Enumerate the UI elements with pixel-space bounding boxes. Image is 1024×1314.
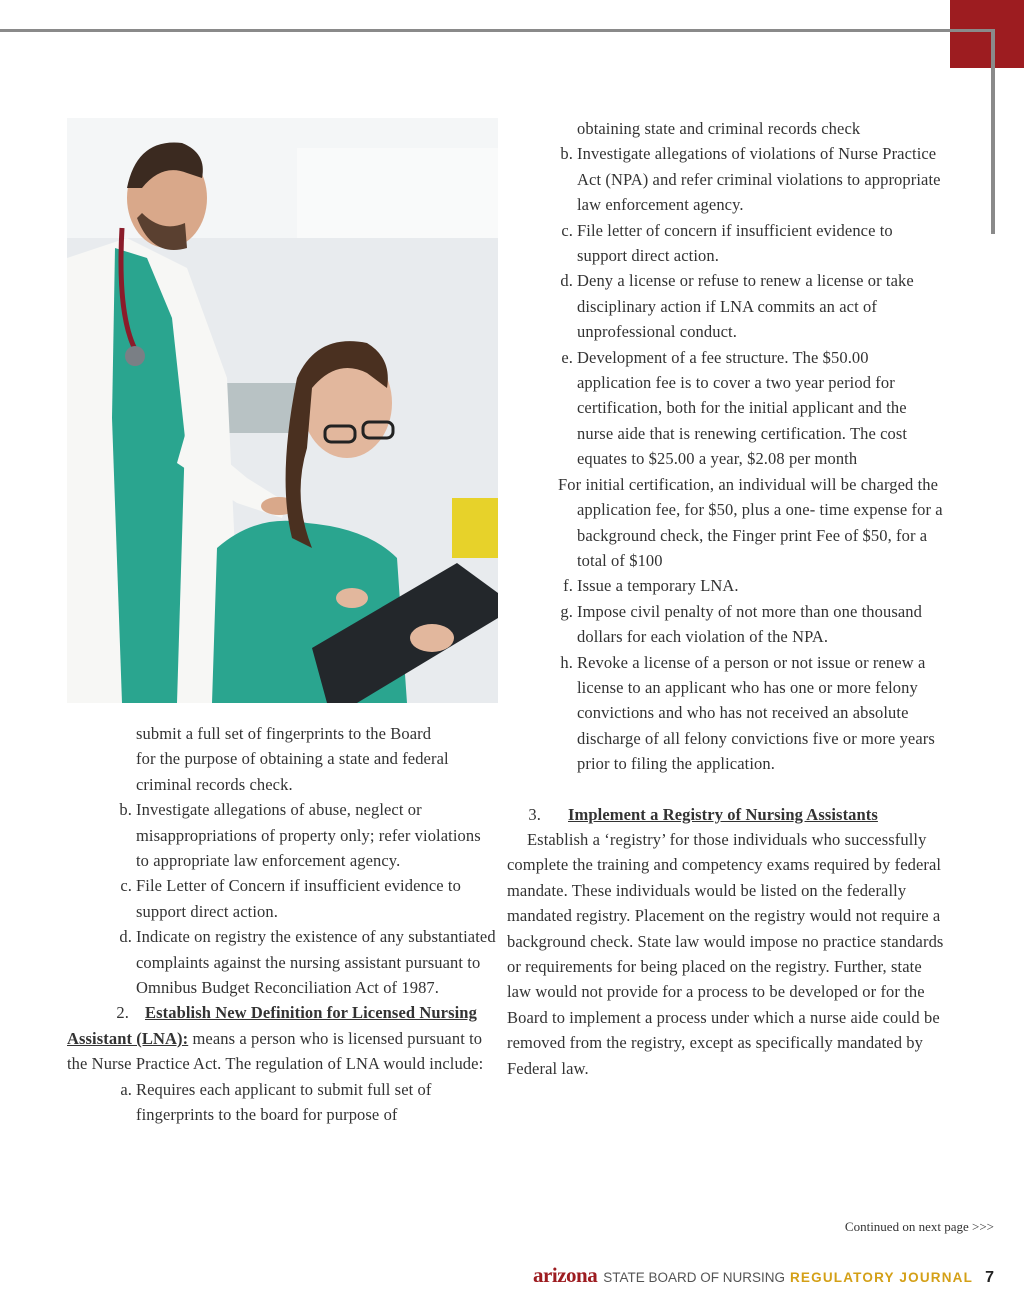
list-item [507,573,947,598]
list-text: Indicate on registry the existence of any substantiated complaints against the nursing assistant pursuant to Omnibus Budget Reconciliation Act of 1987. [136,927,496,998]
list-item [507,650,947,777]
list-letter: f. [563,576,573,596]
board-name: STATE BOARD OF NURSING [603,1270,785,1285]
continued-item-a [507,116,947,141]
list-letter: c. [561,220,573,240]
section-3-heading-line [507,802,947,827]
text-line: submit a full set of fingerprints to the Board [136,724,432,743]
list-item [507,599,947,650]
list-letter: e. [561,347,573,367]
text-line: criminal records check. [136,774,293,794]
list-letter: b. [560,144,573,164]
side-rule [991,29,995,234]
list-text: Deny a license or refuse to renew a license or take disciplinary action if LNA commits an act of unprofessional conduct. [577,271,914,342]
list-item [67,1077,497,1128]
list-letter: d. [119,927,132,947]
right-column [507,116,947,1081]
text-line: obtaining state and criminal records check [577,119,861,138]
list-letter: g. [560,601,573,621]
list-text: Investigate allegations of abuse, neglect or misappropriations of property only; refer violations to appropriate law enforcement agency. [136,800,481,871]
list-text: File Letter of Concern if insufficient evidence to support direct action. [136,876,461,921]
list-item [67,873,497,924]
page-number: 7 [985,1269,994,1286]
list-text: Requires each applicant to submit full set of fingerprints to the board for purpose of [136,1079,432,1125]
section-body: means a person who is licensed pursuant to the Nurse Practice Act. The regulation of LNA would include: [67,1028,484,1074]
list-text: Impose civil penalty of not more than one thousand dollars for each violation of the NPA. [577,601,923,647]
corner-accent-block [950,0,1024,68]
continued-item-a [67,721,497,797]
arizona-logo: arizona [533,1263,598,1287]
section-3-body: Establish a ‘registry’ for those individuals who successfully complete the training and competency exams required by federal mandate. These individuals would be listed on the federally mandated registry. Placement on the registry would not require a background check. State law would impose no practice standards or requirements for being placed on the registry. Further, state law would not provide for a process to be developed or for the Board to implement a process under which a nurse aide could be removed from the registry, except as specifically mandated by Federal law. [507,829,944,1078]
left-column [67,721,497,1128]
list-item [507,268,947,344]
page-footer [533,1263,994,1287]
section-heading: Implement a Registry of Nursing Assistants [568,804,878,824]
list-letter: d. [560,271,573,291]
list-letter: c. [120,876,132,896]
section-heading: Establish New Definition for Licensed Nursing Assistant (LNA): [67,1003,477,1048]
header-rule [0,29,994,32]
section-2-paragraph [67,1000,497,1076]
list-item [507,218,947,269]
nurses-photo [67,118,498,703]
journal-name: REGULATORY JOURNAL [789,1270,974,1285]
list-item [507,345,947,472]
section-number: 2. [116,1003,129,1023]
list-item [67,797,497,873]
list-letter: a. [120,1079,132,1099]
initial-certification-text: For initial certification, an individual will be charged the application fee, for $50, plus a one- time expense for a background check, the Finger print Fee of $50, for a total of $100 [558,474,943,570]
section-number: 3. [528,804,541,824]
list-text: File letter of concern if insufficient evidence to support direct action. [577,220,893,266]
list-item [67,924,497,1000]
list-text: Development of a fee structure. The $50.00 application fee is to cover a two year period for certification, both for the initial applicant and the nurse aide that is renewing certification. The cost equates to $25.00 a year, $2.08 per month [577,347,908,469]
continued-link[interactable]: Continued on next page >>> [844,1219,994,1234]
list-text: Revoke a license of a person or not issue or renew a license to an applicant who has one or more felony convictions and who has not received an absolute discharge of all felony convictions five or more years prior to filing the application. [577,652,935,774]
list-item [507,141,947,217]
list-text: Issue a temporary LNA. [577,576,739,596]
list-letter: h. [560,652,573,672]
text-line: for the purpose of obtaining a state and federal [136,749,449,769]
list-text: Investigate allegations of violations of Nurse Practice Act (NPA) and refer criminal violations to appropriate law enforcement agency. [577,144,941,215]
list-letter: b. [119,800,132,820]
